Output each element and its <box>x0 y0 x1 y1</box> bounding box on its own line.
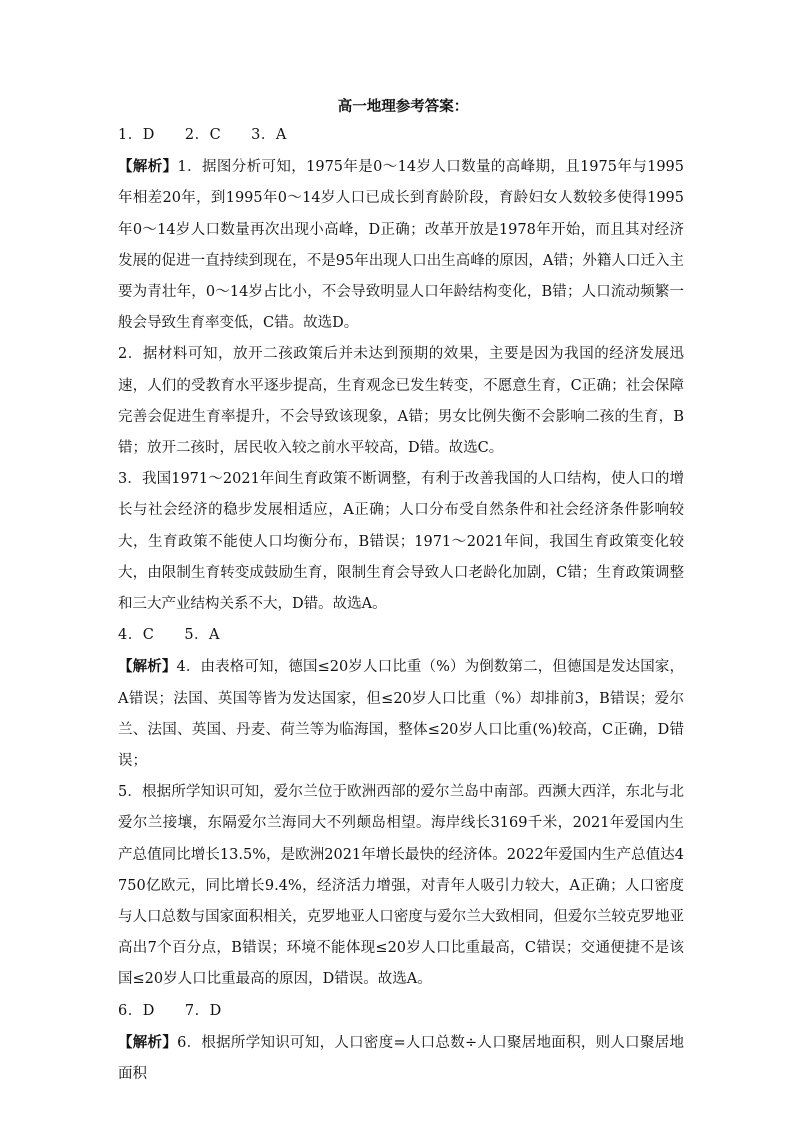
analysis-q2: 2．据材料可知，放开二孩政策后并未达到预期的效果，主要是因为我国的经济发展迅速，人们的受教育水平逐步提高，生育观念已发生转变，不愿意生育，C正确；社会保障完善会促进生育率提升，不会导致该现象，A错；男女比例失衡不会影响二孩的生育，B错；放开二孩时，居民收入较之前水平较高，D错。故选C。 <box>118 346 684 457</box>
answer-key <box>118 96 684 1090</box>
analysis-q1 <box>118 151 684 339</box>
analysis-tag: 【解析】 <box>118 1033 178 1051</box>
analysis-q1-text: 1．据图分析可知，1975年是0～14岁人口数量的高峰期，且1975年与1995年相差20年，到1995年0～14岁人口已成长到育龄阶段，育龄妇女人数较多使得1995年0～14岁人口数量再次出现小高峰，D正确；改革开放是1978年开始，而且其对经济发展的促进一直持续到现在，不是95年出现人口出生高峰的原因，A错；外籍人口迁入主要为青壮年，0～14岁占比小，不会导致明显人口年龄结构变化，B错；人口流动频繁一般会导致生育率变低，C错。故选D。 <box>118 159 685 332</box>
analysis-q6-text: 6．根据所学知识可知，人口密度=人口总数÷人口聚居地面积，则人口聚居地面积 <box>118 1034 684 1083</box>
analysis-q4 <box>118 651 684 777</box>
analysis-q5: 5．根据所学知识可知，爱尔兰位于欧洲西部的爱尔兰岛中南部。西濒大西洋，东北与北爱尔兰接壤，东隔爱尔兰海同大不列颠岛相望。海岸线长3169千米，2021年爱国内生产总值同比增长13.5%，是欧洲2021年增长最快的经济体。2022年爱国内生产总值达4750亿欧元，同比增长9.4%，经济活力增强，对青年人吸引力较大，A正确；人口密度与人口总数与国家面积相关，克罗地亚人口密度与爱尔兰大致相同，但爱尔兰较克罗地亚高出7个百分点，B错误；环境不能体现≤20岁人口比重最高，C错误；交通便捷不是该国≤20岁人口比重最高的原因，D错误。故选A。 <box>118 784 684 988</box>
answers-4-5: 4．C 5．A <box>118 627 221 644</box>
analysis-q4-text: 4．由表格可知，德国≤20岁人口比重（%）为倒数第二，但德国是发达国家，A错误；法国、英国等皆为发达国家，但≤20岁人口比重（%）却排前3，B错误；爱尔兰、法国、英国、丹麦、荷兰等为临海国，整体≤20岁人口比重(%)较高，C正确，D错误； <box>118 659 684 770</box>
analysis-q3: 3．我国1971～2021年间生育政策不断调整，有利于改善我国的人口结构，使人口的增长与社会经济的稳步发展相适应，A正确；人口分布受自然条件和社会经济条件影响较大，生育政策不能使人口均衡分布，B错误；1971～2021年间，我国生育政策变化较大，由限制生育转变成鼓励生育，限制生育会导致人口老龄化加剧，C错；生育政策调整和三大产业结构关系不大，D错。故选A。 <box>118 471 684 613</box>
page-title: 高一地理参考答案： <box>337 98 469 115</box>
analysis-tag: 【解析】 <box>118 658 177 676</box>
answers-1-3: 1．D 2．C 3．A <box>118 127 287 143</box>
analysis-tag: 【解析】 <box>118 158 178 176</box>
answers-6-7: 6．D 7．D <box>118 1002 222 1019</box>
analysis-q6 <box>118 1027 684 1090</box>
